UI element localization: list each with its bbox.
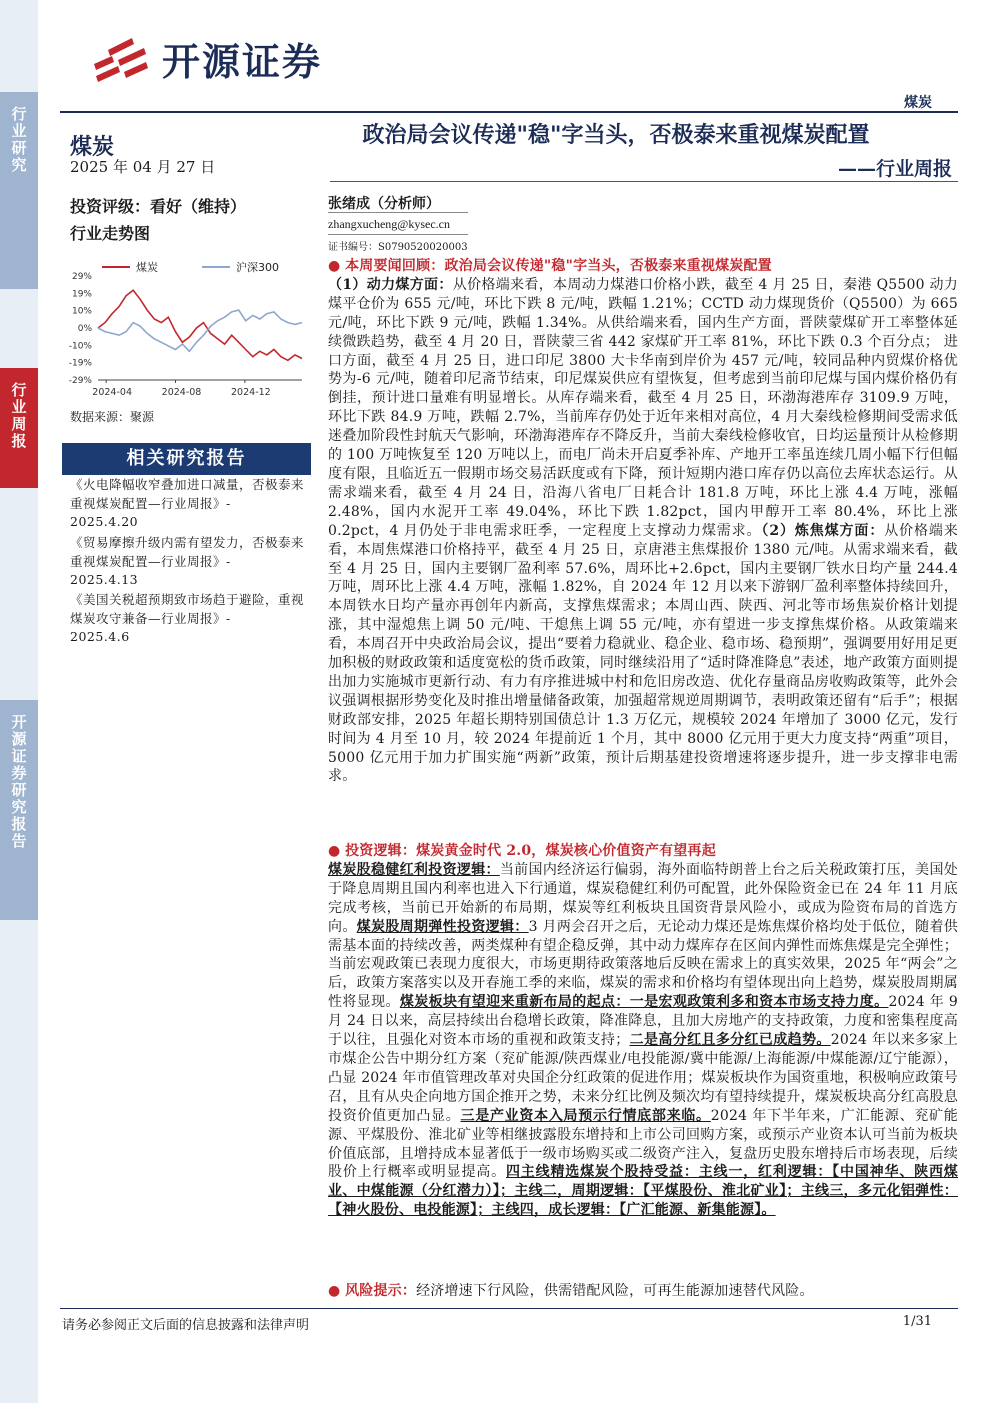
header-divider [60, 111, 958, 113]
x-tick-label: 2024-04 [92, 387, 133, 398]
y-tick-label: -19% [68, 358, 92, 369]
brand-logo [88, 30, 322, 86]
report-subtitle: ——行业周报 [837, 158, 952, 180]
y-tick-label: 0% [77, 324, 92, 334]
y-tick-label: 10% [71, 306, 92, 317]
footer-divider [60, 1308, 958, 1309]
bullet-dot-icon: ● [328, 1283, 341, 1299]
section-risk [328, 1282, 958, 1301]
analyst-email[interactable]: zhangxucheng@kysec.cn [328, 217, 451, 231]
related-report-link[interactable]: 《贸易摩擦升级内需有望发力，否极泰来重视煤炭配置—行业周报》- 2025.4.13 [70, 535, 305, 587]
side-bar [0, 0, 38, 1403]
legend-label: 沪深300 [236, 261, 279, 274]
report-date: 2025 年 04 月 27 日 [70, 158, 216, 176]
report-title: 政治局会议传递"稳"字当头，否极泰来重视煤炭配置 [362, 122, 870, 148]
page-number: 1/31 [902, 1314, 932, 1329]
industry-trend-chart [62, 252, 312, 402]
bullet-dot-icon: ● [328, 843, 341, 859]
related-report-link[interactable]: 《火电降幅收窄叠加进口减量，否极泰来重视煤炭配置—行业周报》- 2025.4.20 [70, 477, 305, 529]
y-tick-label: -10% [68, 341, 92, 352]
side-tag-kaiyuan-report: 开 源 证 券 研 究 报 告 [0, 700, 38, 920]
related-report-link[interactable]: 《美国关税超预期致市场趋于避险，重视煤炭攻守兼备—行业周报》- 2025.4.6 [70, 592, 305, 644]
analyst-divider [328, 212, 468, 213]
y-tick-label: -29% [68, 376, 92, 386]
section-investment-logic: ● 投资逻辑：煤炭黄金时代 2.0，煤炭核心价值资产有望再起 煤炭股稳健红利投资逻辑：当前国内经济运行偏弱，海外面临特朗普上台之后关税政策打压，美国处于降息周期且国内利率也进入下行通道，煤炭稳健红利仍可配置，此外保险资金已在 24 年 11 月底完成考核，当前已开始新的布局期，煤炭等红利板块且国资背景风险小，或成为险资布局的首选方向。煤炭股周期弹性投资逻辑：3 月两会召开之后，无论动力煤还是炼焦煤价格均处于低位，随着供需基本面的持续改善，两类煤种有望企稳反弹，其中动力煤库存在区间内弹性而炼焦煤是完全弹性；当前宏观政策已表现力度很大，市场更期待政策落地后反映在需求上的真实效果，2025 年“两会”之后，政策方案落实以及开春施工季的来临，煤炭的需求和价格均有望体现出向上趋势，煤炭股周期属性将显现。煤炭板块有望迎来重新布局的起点：一是宏观政策利多和资本市场支持力度。2024 年 9 月 24 日以来，高层持续出台稳增长政策，降准降息，且加大房地产的支持政策，力度和密集程度高于以往，且强化对资本市场的重视和政策支持；二是高分红且多分红已成趋势。2024 年以来多家上市煤企公告中期分红方案（兖矿能源/陕西煤业/电投能源/冀中能源/上海能源/中煤能源/辽宁能源），凸显 2024 年市值管理改革对央国企分红政策的促进作用；煤炭板块作为国资重地，积极响应政策号召，且有从央企向地方国企推开之势，未来分红比例及频次均有望持续提升，煤炭板块高分红高股息投资价值更加凸显。三是产业资本入局预示行情底部来临。2024 年下半年来，广汇能源、兖矿能源、平煤股份、淮北矿业等相继披露股东增持和上市公司回购方案，或预示产业资本认可当前为板块价值底部，且增持成本显著低于一级市场购买或二级资产注入，复盘历史股东增持后市场表现，后续股价上行概率或明显提高。四主线精选煤炭个股持受益：主线一，红利逻辑：【中国神华、陕西煤业、中煤能源（分红潜力）】；主线二，周期逻辑：【平煤股份、淮北矿业】；主线三，多元化铝弹性：【神火股份、电投能源】；主线四，成长逻辑：【广汇能源、新集能源】。 [328, 843, 959, 1219]
y-tick-label: 19% [71, 289, 92, 300]
x-tick-label: 2024-12 [231, 387, 271, 398]
section-heading: 投资逻辑：煤炭黄金时代 2.0，煤炭核心价值资产有望再起 [345, 843, 716, 859]
title-divider [330, 181, 958, 182]
analyst-name: 张绪成（分析师） [328, 196, 440, 212]
brand-name: 开源证券 [162, 39, 323, 84]
bullet-dot-icon: ● [328, 258, 341, 274]
analyst-cert: 证书编号：S0790520020003 [328, 242, 468, 253]
kaiyuan-securities-logo-icon [88, 30, 150, 86]
side-tag-weekly: 行 业 周 报 [0, 368, 38, 488]
section-heading: 本周要闻回顾：政治局会议传递"稳"字当头，否极泰来重视煤炭配置 [345, 258, 772, 274]
trend-chart-title: 行业走势图 [70, 224, 151, 243]
investment-rating: 投资评级：看好（维持） [70, 197, 247, 216]
header-sector-tag: 煤炭 [904, 95, 932, 111]
report-sector: 煤炭 [70, 134, 115, 160]
risk-heading: 风险提示： [345, 1283, 417, 1299]
legend-label: 煤炭 [136, 261, 158, 274]
section-weekly-review: ● 本周要闻回顾：政治局会议传递"稳"字当头，否极泰来重视煤炭配置 （1）动力煤方面：从价格端来看，本周动力煤港口价格小跌，截至 4 月 25 日，秦港 Q5500 动力煤平仓价为 655 元/吨，环比下跌 8 元/吨，跌幅 1.21%；CCTD 动力煤现货价（Q5500）为 665 元/吨，环比下跌 9 元/吨，跌幅 1.34%。从供给端来看，国内生产方面，晋陕蒙煤矿开工率整体延续微跌趋势，截至 4 月 20 日，晋陕蒙三省 442 家煤矿开工率 81%，环比下跌 0.3 个百分点； 进口方面，截至 4 月 25 日，进口印尼 3800 大卡华南到岸价为 457 元/吨，较同品种内贸煤价格优势为-6 元/吨，随着印尼斋节结束，印尼煤炭供应有望恢复，但考虑到当前印尼煤与国内煤价格仍有倒挂，预计进口量难有明显增长。从库存端来看，截至 4 月 25 日，环渤海港库存 3109.9 万吨，环比下跌 84.9 万吨，跌幅 2.7%，当前库存仍处于近年来相对高位，4 月大秦线检修期间受需求低迷叠加阶段性封航天气影响，环渤海港库存不降反升，当前大秦线检修收官，日均运量预计从检修期的 100 万吨恢复至 120 万吨以上，而电厂尚未开启夏季补库、产地开工率虽连续几周小幅下行但幅度有限，且临近五一假期市场交易活跃度或有下降，预计短期内港口库存仍以高位去库状态运行。从需求端来看，截至 4 月 24 日，沿海八省电厂日耗合计 181.8 万吨，环比上涨 4.4 万吨，涨幅 2.48%，国内水泥开工率 49.04%，环比下跌 1.82pct，国内甲醇开工率 80.4%，环比上涨 0.2pct，4 月仍处于非电需求旺季，一定程度上支撑动力煤需求。（2）炼焦煤方面：从价格端来看，本周焦煤港口价格持平，截至 4 月 25 日，京唐港主焦煤报价 1380 元/吨。从需求端来看，截至 4 月 25 日，国内主要钢厂盈利率 57.6%，周环比+2.6pct，国内主要钢厂铁水日均产量 244.4 万吨，周环比上涨 4.4 万吨，涨幅 1.82%，自 2024 年 12 月以来下游钢厂盈利率整体持续回升，本周铁水日均产量亦再创年内新高，支撑焦煤需求；本周山西、陕西、河北等市场焦炭价格计划提涨，其中湿熄焦上调 50 元/吨、干熄焦上调 55 元/吨，亦有望进一步支撑焦煤价格。从政策端来看，本周召开中央政治局会议，提出“要着力稳就业、稳企业、稳市场、稳预期”，强调要用好用足更加积极的财政政策和适度宽松的货币政策，同时继续沿用了“适时降准降息”表述，地产政策方面则提出加力实施城市更新行动、有力有序推进城中村和危旧房改造、优化存量商品房收购政策等，此外会议强调根据形势变化及时推出增量储备政策，加强超常规逆周期调节，表明政策还留有“后手”；根据财政部安排，2025 年超长期特别国债总计 1.3 万亿元，规模较 2024 年增加了 3000 亿元，发行时间为 4 月至 10 月，较 2024 年提前近 1 个月，其中 8000 亿元用于更大力度支持“两重”项目，5000 亿元用于加力扩围实施“两新”政策，预计后期基建投资增速将逐步提升，进一步支撑非电需求。 [328, 258, 958, 785]
series-line [98, 290, 302, 360]
related-reports-heading: 相关研究报告 [62, 443, 311, 475]
chart-source: 数据来源：聚源 [70, 410, 155, 424]
trend-chart-svg [62, 252, 312, 402]
risk-text: 经济增速下行风险，供需错配风险，可再生能源加速替代风险。 [416, 1283, 814, 1299]
analyst-divider [328, 234, 468, 235]
x-tick-label: 2024-08 [161, 387, 202, 398]
side-tag-industry-research: 行 业 研 究 [0, 92, 38, 289]
footer-disclaimer[interactable]: 请务必参阅正文后面的信息披露和法律声明 [62, 1318, 310, 1333]
y-tick-label: 29% [71, 272, 92, 282]
series-line [98, 310, 302, 351]
